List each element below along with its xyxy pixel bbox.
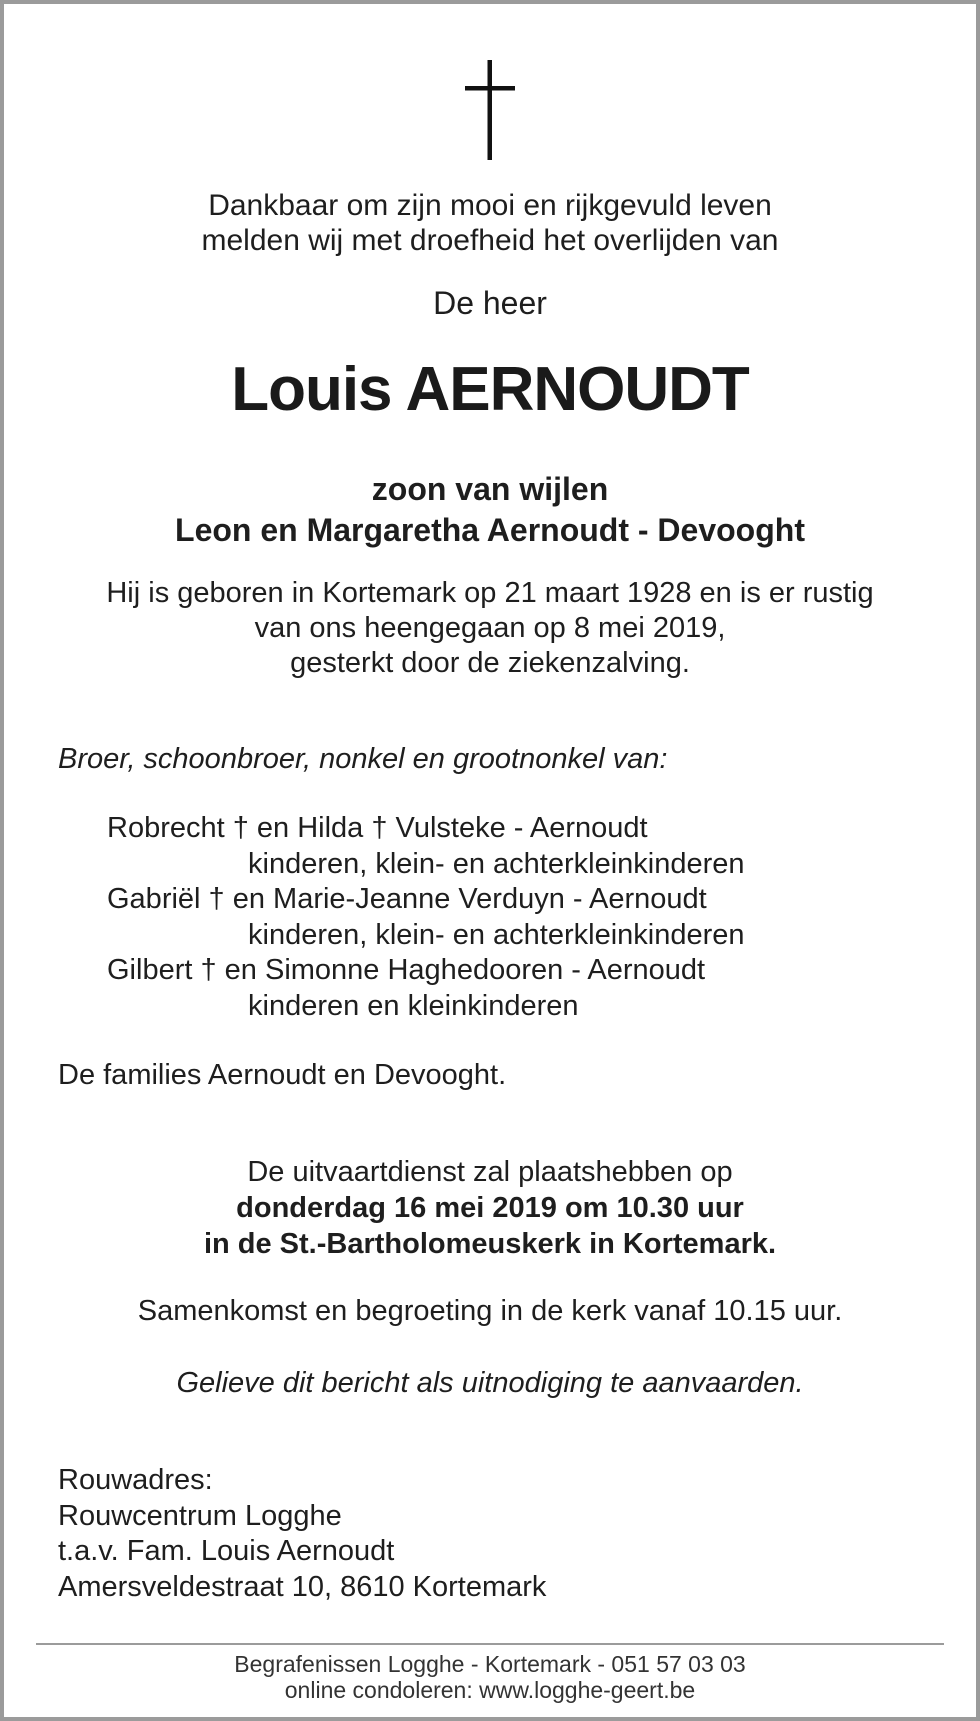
service-location: in de St.-Bartholomeuskerk in Kortemark. (203, 1228, 777, 1260)
address-label: Rouwadres: (58, 1464, 213, 1496)
footer-divider (36, 1643, 944, 1645)
parents-line-2: Leon en Margaretha Aernoudt - Devooght (175, 512, 805, 548)
gathering-text: Samenkomst en begroeting in de kerk vanaf 10.15 uur. (137, 1295, 843, 1327)
invitation-text: Gelieve dit bericht als uitnodiging te aanvaarden. (176, 1367, 804, 1399)
service-line-1: De uitvaartdienst zal plaatshebben op (247, 1156, 733, 1188)
service-block (0, 1154, 980, 1262)
family-descendants: kinderen, klein- en achterkleinkinderen (248, 847, 745, 880)
family-descendants: kinderen, klein- en achterkleinkinderen (248, 918, 745, 951)
deceased-name: Louis AERNOUDT (231, 355, 749, 424)
address-line-3: Amersveldestraat 10, 8610 Kortemark (58, 1570, 547, 1603)
family-name: Gabriël † en Marie-Jeanne Verduyn - Aernoudt (107, 883, 707, 915)
family-name: Robrecht † en Hilda † Vulsteke - Aernoudt (107, 812, 648, 844)
families-list (58, 811, 745, 1024)
birth-line-3: gesterkt door de ziekenzalving. (290, 647, 690, 679)
intro-text (0, 188, 980, 258)
relation-heading: Broer, schoonbroer, nonkel en grootnonkel van: (58, 743, 668, 775)
parents-block (0, 469, 980, 551)
service-date: donderdag 16 mei 2019 om 10.30 uur (236, 1192, 744, 1224)
footer-line-1: Begrafenissen Logghe - Kortemark - 051 57 03 03 (234, 1651, 746, 1677)
address-line-1: Rouwcentrum Logghe (58, 1499, 342, 1532)
birth-line-1: Hij is geboren in Kortemark op 21 maart 1928 en is er rustig (106, 577, 874, 609)
title-prefix: De heer (433, 285, 547, 321)
parents-line-1: zoon van wijlen (371, 471, 609, 507)
footer-line-2: online condoleren: www.logghe-geert.be (284, 1677, 696, 1703)
family-descendants: kinderen en kleinkinderen (248, 989, 579, 1022)
cross-icon (465, 60, 515, 160)
families-line: De families Aernoudt en Devooght. (58, 1059, 507, 1091)
intro-line-1: Dankbaar om zijn mooi en rijkgevuld leven (208, 189, 772, 222)
family-name: Gilbert † en Simonne Haghedooren - Aernoudt (107, 954, 706, 986)
footer (0, 1651, 980, 1703)
address-line-2: t.a.v. Fam. Louis Aernoudt (58, 1535, 395, 1567)
birth-line-2: van ons heengegaan op 8 mei 2019, (254, 612, 726, 644)
intro-line-2: melden wij met droefheid het overlijden van (201, 224, 779, 257)
address-block (58, 1463, 546, 1605)
birth-block (0, 576, 980, 681)
